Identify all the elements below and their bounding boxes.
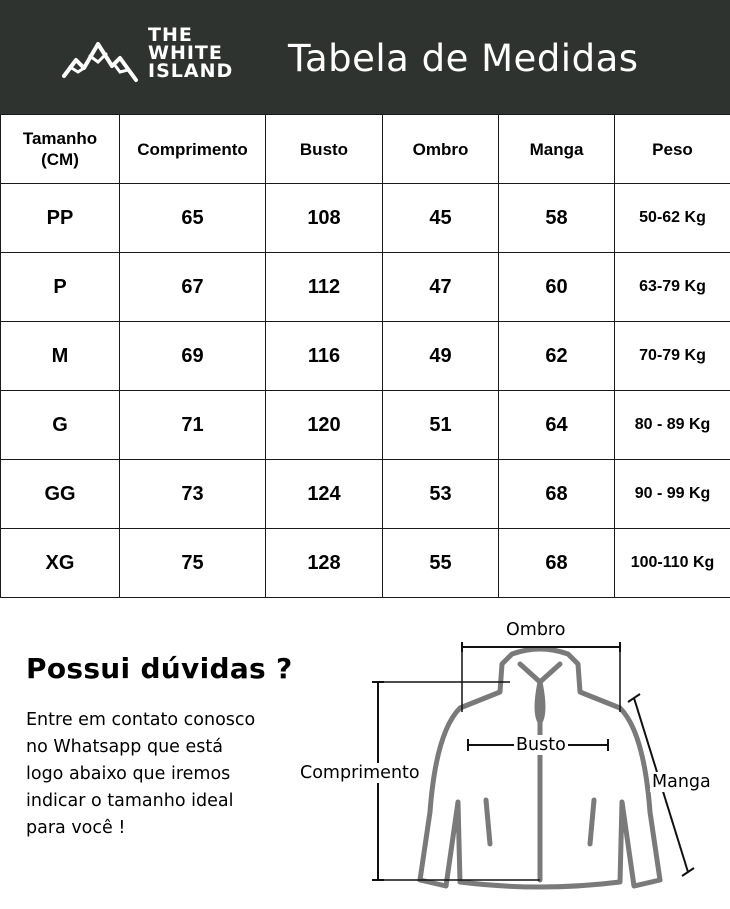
cell-shoulder: 51 xyxy=(383,391,499,460)
measurement-diagram xyxy=(290,612,730,909)
column-header-size-line1: Tamanho xyxy=(22,129,98,148)
cell-shoulder: 45 xyxy=(383,184,499,253)
cell-shoulder: 49 xyxy=(383,322,499,391)
label-length: Comprimento xyxy=(300,763,420,783)
cell-size: GG xyxy=(1,460,120,529)
cell-length: 65 xyxy=(120,184,266,253)
help-line: Entre em contato conosco xyxy=(26,710,256,730)
cell-weight: 70-79 Kg xyxy=(615,322,730,391)
cell-sleeve: 68 xyxy=(499,529,615,598)
cell-size: M xyxy=(1,322,120,391)
cell-sleeve: 68 xyxy=(499,460,615,529)
help-line: indicar o tamanho ideal xyxy=(26,791,234,811)
cell-chest: 128 xyxy=(266,529,383,598)
cell-shoulder: 53 xyxy=(383,460,499,529)
cell-weight: 100-110 Kg xyxy=(615,529,730,598)
help-line: no Whatsapp que está xyxy=(26,737,223,757)
cell-length: 69 xyxy=(120,322,266,391)
jacket-icon xyxy=(290,612,730,909)
cell-length: 67 xyxy=(120,253,266,322)
help-text xyxy=(26,707,296,842)
cell-shoulder: 55 xyxy=(383,529,499,598)
cell-chest: 120 xyxy=(266,391,383,460)
cell-length: 73 xyxy=(120,460,266,529)
logo-line: THE xyxy=(148,24,193,46)
logo-wordmark xyxy=(148,26,233,80)
table-row xyxy=(1,529,730,598)
cell-weight: 90 - 99 Kg xyxy=(615,460,730,529)
mountain-icon xyxy=(62,36,142,86)
page-title: Tabela de Medidas xyxy=(288,37,639,80)
column-header-size xyxy=(1,115,120,184)
cell-chest: 116 xyxy=(266,322,383,391)
column-header-weight: Peso xyxy=(615,115,730,184)
cell-chest: 108 xyxy=(266,184,383,253)
table-header-row xyxy=(1,115,730,184)
cell-length: 75 xyxy=(120,529,266,598)
table-row xyxy=(1,460,730,529)
cell-size: PP xyxy=(1,184,120,253)
table-row xyxy=(1,391,730,460)
column-header-size-line2: (CM) xyxy=(41,150,79,169)
cell-weight: 50-62 Kg xyxy=(615,184,730,253)
table-row xyxy=(1,253,730,322)
column-header-length: Comprimento xyxy=(120,115,266,184)
cell-size: P xyxy=(1,253,120,322)
column-header-chest: Busto xyxy=(266,115,383,184)
help-line: logo abaixo que iremos xyxy=(26,764,231,784)
cell-sleeve: 64 xyxy=(499,391,615,460)
cell-sleeve: 62 xyxy=(499,322,615,391)
cell-size: XG xyxy=(1,529,120,598)
label-sleeve: Manga xyxy=(652,772,711,792)
column-header-shoulder: Ombro xyxy=(383,115,499,184)
cell-weight: 63-79 Kg xyxy=(615,253,730,322)
label-shoulder: Ombro xyxy=(506,620,566,640)
cell-size: G xyxy=(1,391,120,460)
label-chest: Busto xyxy=(516,735,566,755)
table-row xyxy=(1,184,730,253)
logo-line: ISLAND xyxy=(148,60,234,82)
cell-sleeve: 58 xyxy=(499,184,615,253)
size-table xyxy=(0,114,730,598)
table-row xyxy=(1,322,730,391)
help-line: para você ! xyxy=(26,818,126,838)
header-banner xyxy=(0,0,730,114)
cell-chest: 124 xyxy=(266,460,383,529)
logo-line: WHITE xyxy=(148,42,223,64)
cell-chest: 112 xyxy=(266,253,383,322)
cell-sleeve: 60 xyxy=(499,253,615,322)
column-header-sleeve: Manga xyxy=(499,115,615,184)
cell-weight: 80 - 89 Kg xyxy=(615,391,730,460)
help-heading: Possui dúvidas ? xyxy=(26,652,293,685)
cell-length: 71 xyxy=(120,391,266,460)
brand-logo xyxy=(62,26,262,90)
cell-shoulder: 47 xyxy=(383,253,499,322)
